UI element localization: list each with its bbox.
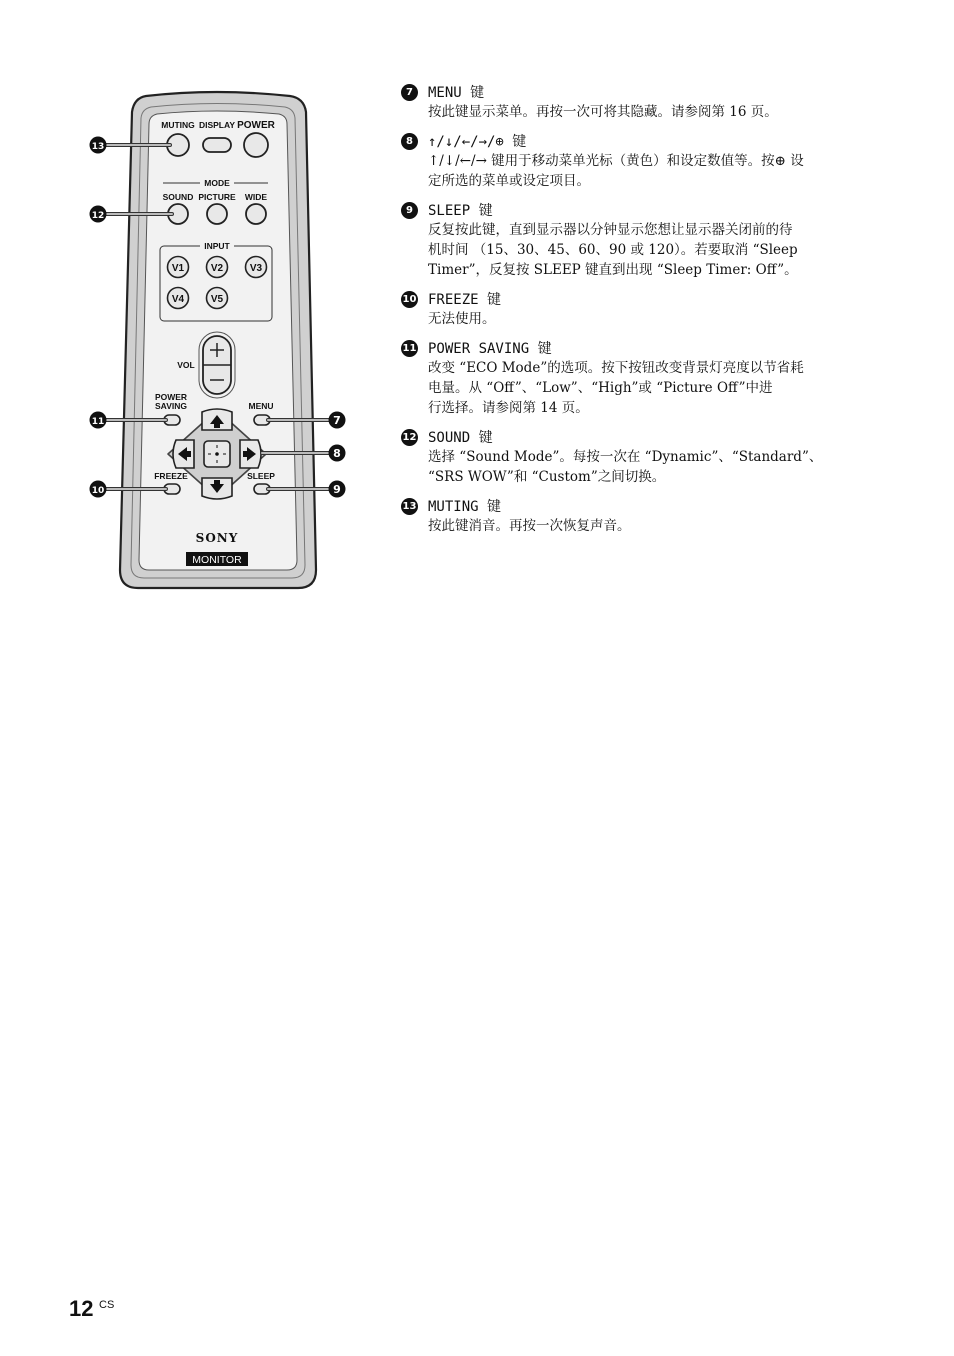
display-button[interactable] — [203, 138, 231, 152]
input-label: INPUT — [204, 241, 230, 251]
input-button-v2[interactable] — [207, 257, 228, 278]
power-button[interactable] — [244, 133, 268, 157]
callout-9 — [329, 481, 346, 498]
sound-label: SOUND — [162, 192, 194, 202]
entry-title: FREEZE 键 — [428, 292, 502, 308]
picture-label: PICTURE — [198, 192, 236, 202]
entry-number: 10 — [401, 291, 418, 308]
display-label: DISPLAY — [198, 120, 236, 130]
entry-menu — [401, 82, 881, 122]
entry-title: MUTING 键 — [428, 499, 502, 515]
remote-control-illustration — [0, 0, 360, 600]
entry-body: 按此键显示菜单。再按一次可将其隐藏。请参阅第 16 页。 — [428, 104, 778, 120]
svg-text:12: 12 — [91, 211, 105, 221]
input-button-v3[interactable] — [246, 257, 267, 278]
entry-body: ↑/↓/←/→ 键用于移动菜单光标（黄色）和设定数值等。按⊕ 设 定所选的菜单或设定项目。 — [428, 153, 804, 189]
svg-text:V2: V2 — [210, 263, 224, 274]
model-label: MONITOR — [192, 554, 242, 566]
page-language-code: CS — [99, 1299, 115, 1311]
entry-body: 改变 “ECO Mode”的选项。按下按钮改变背景灯亮度以节省耗 电量。从 “Off”、“Low”、“High”或 “Picture Off”中进 行选择。请参阅第 14 页。 — [428, 360, 804, 416]
callout-7 — [329, 412, 346, 429]
entry-number: 12 — [401, 429, 418, 446]
callout-13 — [90, 137, 107, 154]
callout-12 — [90, 206, 107, 223]
svg-text:V5: V5 — [210, 294, 224, 305]
brand-logo: SONY — [195, 531, 239, 545]
menu-label: MENU — [248, 401, 274, 411]
svg-text:V3: V3 — [249, 263, 263, 274]
entry-arrows — [401, 131, 881, 191]
svg-text:V4: V4 — [171, 294, 185, 305]
mode-label: MODE — [204, 178, 230, 188]
vol-label: VOL — [177, 360, 195, 370]
entry-number: 7 — [401, 84, 418, 101]
entry-power-saving — [401, 338, 881, 418]
entry-body: 按此键消音。再按一次恢复声音。 — [428, 518, 631, 534]
svg-text:13: 13 — [91, 142, 105, 152]
entry-freeze — [401, 289, 881, 329]
entry-title: SLEEP 键 — [428, 203, 493, 219]
svg-text:8: 8 — [333, 447, 341, 460]
svg-text:7: 7 — [333, 414, 341, 427]
callout-10 — [90, 481, 107, 498]
page-number: 12 — [69, 1296, 94, 1321]
input-button-v1[interactable] — [168, 257, 189, 278]
entry-number: 9 — [401, 202, 418, 219]
entry-number: 11 — [401, 340, 418, 357]
muting-label: MUTING — [161, 120, 195, 130]
entry-sleep — [401, 200, 881, 280]
entry-sound — [401, 427, 881, 487]
entry-body: 反复按此键，直到显示器以分钟显示您想让显示器关闭前的待 机时间 （15、30、45、60、90 或 120）。若要取消 “Sleep Timer”，反复按 SLEEP 键直到出现 “Sleep Timer: Off”。 — [428, 222, 798, 278]
power-saving-label-line1: POWER — [154, 392, 188, 402]
entry-title: SOUND 键 — [428, 430, 493, 446]
input-button-v5[interactable] — [207, 288, 228, 309]
power-label: POWER — [237, 120, 275, 131]
entry-body: 选择 “Sound Mode”。每按一次在 “Dynamic”、“Standard”、 “SRS WOW”和 “Custom”之间切换。 — [428, 449, 823, 485]
svg-text:9: 9 — [333, 483, 341, 496]
sleep-label: SLEEP — [247, 471, 275, 481]
input-button-v4[interactable] — [168, 288, 189, 309]
wide-label: WIDE — [244, 192, 268, 202]
entry-body: 无法使用。 — [428, 311, 496, 327]
svg-text:V1: V1 — [171, 263, 185, 274]
callout-8 — [329, 445, 346, 462]
entry-title: POWER SAVING 键 — [428, 341, 552, 357]
button-descriptions — [401, 82, 881, 545]
wide-button[interactable] — [246, 204, 266, 224]
svg-text:11: 11 — [91, 417, 105, 427]
callout-11 — [90, 412, 107, 429]
entry-title: MENU 键 — [428, 85, 485, 101]
entry-muting — [401, 496, 881, 536]
power-saving-label-line2: SAVING — [155, 401, 187, 411]
freeze-label: FREEZE — [154, 471, 188, 481]
entry-number: 8 — [401, 133, 418, 150]
picture-button[interactable] — [207, 204, 227, 224]
entry-title: ↑/↓/←/→/⊕ 键 — [428, 134, 527, 150]
svg-text:10: 10 — [91, 486, 105, 496]
entry-number: 13 — [401, 498, 418, 515]
enter-icon — [215, 452, 219, 456]
